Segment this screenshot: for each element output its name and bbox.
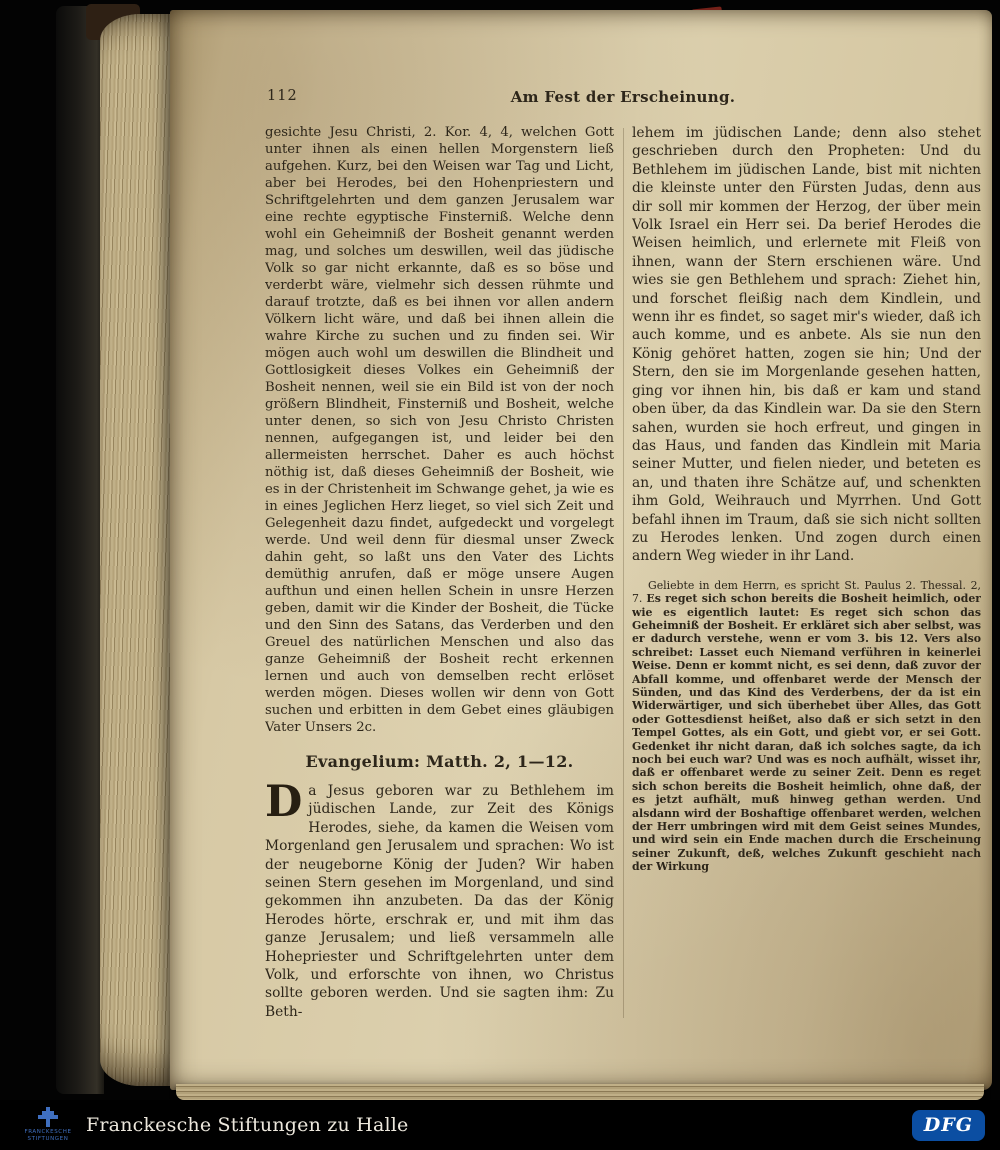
page-number: 112 [267, 88, 298, 104]
drop-cap-initial: D [265, 777, 303, 827]
franckesche-logo [22, 1107, 74, 1143]
bottom-page-edges [176, 1084, 984, 1100]
right-column [632, 124, 981, 1028]
gospel-continuation-paragraph: lehem im jüdischen Lande; denn also stehet geschrieben durch den Propheten: Und du Bethlehem im jüdischen Lande, bist mit nichten die kleinste unter den Fürsten Judas, denn aus dir soll mir kommen der Herzog, der über mein Volk Israel ein Herr sei. Da berief Herodes die Weisen heimlich, und erlernete mit Fleiß von ihnen, wann der Stern erschienen wäre. Und wies sie gen Bethlehem und sprach: Ziehet hin, und forschet fleißig nach dem Kindlein, und wenn ihr es findet, so saget mir's wieder, daß ich auch komme, und es anbete. Als sie nun den König gehöret hatten, zogen sie hin; Und der Stern, den sie im Morgenlande gesehen hatten, ging vor ihnen hin, bis daß er kam und stand oben über, da das Kindlein war. Da sie den Stern sahen, wurden sie hoch erfreut, und gingen in das Haus, und fanden das Kindlein mit Maria seiner Mutter, und fielen nieder, und beteten es an, und thaten ihre Schätze auf, und schenkten ihm Gold, Weihrauch und Myrrhen. Und Gott befahl ihnen im Traum, daß sie sich nicht sollten zu Herodes lenken. Und zogen durch einen andern Weg wieder in ihr Land. [632, 125, 981, 565]
running-header: Am Fest der Erscheinung. [510, 88, 736, 106]
page-header [265, 88, 981, 110]
gospel-paragraph [265, 777, 614, 1021]
footer-bar [0, 1100, 1000, 1150]
book-page [170, 10, 992, 1090]
column-divider [623, 128, 624, 1018]
sermon-paragraph [632, 579, 981, 874]
gospel-text: a Jesus geboren war zu Bethlehem im jüdischen Lande, zur Zeit des Königs Herodes, siehe, da kamen die Weisen vom Morgenland gen Jerusalem und sprachen: Wo ist der neugeborne König der Juden? Wir haben seinen Stern gesehen im Morgenland, und sind gekommen ihn anzubeten. Da das der König Herodes hörte, erschrak er, und mit ihm das ganze Jerusalem; und ließ versammeln alle Hohepriester und Schriftgelehrten unter dem Volk, und erforschte von ihnen, wo Christus sollte geboren werden. Und sie sagten ihm: Zu Beth- [265, 783, 614, 1020]
franckesche-logo-icon [38, 1107, 58, 1127]
book-cover-edge [56, 6, 104, 1094]
sermon-intro: Geliebte in dem Herrn, es spricht St. Paulus 2. Thessal. 2, 7. [632, 578, 981, 606]
gospel-heading: Evangelium: Matth. 2, 1—12. [305, 752, 574, 771]
text-columns [265, 124, 981, 1028]
institution-name: Franckesche Stiftungen zu Halle [86, 1114, 409, 1136]
page-fore-edge-stack [100, 14, 174, 1086]
franckesche-logo-caption: FRANCKESCHE STIFTUNGEN [24, 1128, 72, 1142]
left-column [265, 124, 614, 1028]
dfg-logo: DFG [913, 1111, 984, 1140]
continuation-paragraph: gesichte Jesu Christi, 2. Kor. 4, 4, welchen Gott unter ihnen als einen hellen Morgenstern ließ aufgehen. Kurz, bei den Weisen war Tag und Licht, aber bei Herodes, bei den Hohenpriestern und Schriftgelehrten und dem ganzen Jerusalem war eine rechte egyptische Finsterniß. Welche denn wohl ein Geheimniß der Bosheit genannt werden mag, und solches um deswillen, weil das jüdische Volk so gar nicht erkannte, daß es so böse und verderbt wäre, vielmehr sich dessen rühmte und darauf trotzte, daß es bei ihnen vor allen andern Völkern licht wäre, und daß bei ihnen allein die wahre Kirche zu suchen und zu finden sei. Wir mögen auch wohl um deswillen die Blindheit und Gottlosigkeit dieses Volkes ein Geheimniß der Bosheit nennen, weil sie ein Bild ist von der noch größern Blindheit, Finsterniß und Bosheit, welche unter denen, so sich von Jesu Christo Christen nennen, aufgegangen ist, und leider bei den allermeisten herrschet. Daher es auch höchst nöthig ist, daß dieses Geheimniß der Bosheit, wie es in der Christenheit im Schwange gehet, ja wie es in eines Jeglichen Herz lieget, so viel sich Zeit und Gelegenheit dazu findet, aufgedeckt und vorgelegt werde. Und weil denn für diesmal unser Zweck dahin geht, so laßt uns den Vater des Lichts demüthig anrufen, daß er möge unsere Augen aufthun und einen hellen Schein in unsre Herzen geben, damit wir die Kinder der Bosheit, die Tücke und den Sinn des Satans, das Verderben und den Greuel des natürlichen Menschen und also das ganze Geheimniß der Bosheit recht erkennen lernen und auch von demselben recht erlöset werden mögen. Dieses wollen wir denn von Gott suchen und erbitten in dem Gebet eines gläubigen Vater Unsers 2c. [265, 125, 614, 735]
sermon-quote: Es reget sich schon bereits die Bosheit heimlich, oder wie es eigentlich lautet: Es reget sich schon das Geheimniß der Bosheit. Er erkläret sich aber selbst, was er dadurch verstehe, wenn er vom 3. bis 12. Vers also schreibet: Lasset euch Niemand verführen in keinerlei Weise. Denn er kommt nicht, es sei denn, daß zuvor der Abfall komme, und offenbaret werde der Mensch der Sünden, und das Kind des Verderbens, der da ist ein Widerwärtiger, und sich überhebet über Alles, das Gott oder Gottesdienst heißet, also daß er sich setzt in den Tempel Gottes, als ein Gott, und giebt vor, er sei Gott. Gedenket ihr nicht daran, daß ich solches sagte, da ich noch bei euch war? Und was es noch aufhält, wisset ihr, daß er offenbaret werde zu seiner Zeit. Denn es reget sich schon bereits die Bosheit heimlich, ohne daß, der es jetzt aufhält, muß hinweg gethan werden. Und alsdann wird der Boshaftige offenbaret werden, welchen der Herr umbringen wird mit dem Geist seines Mundes, und wird sein ein Ende machen durch die Erscheinung seiner Zukunft, deß, welches Zukunft geschieht nach der Wirkung [632, 592, 981, 874]
